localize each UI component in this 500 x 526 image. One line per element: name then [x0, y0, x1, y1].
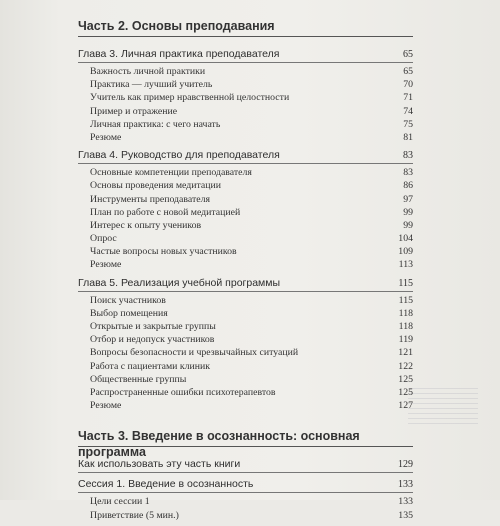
- toc-entry-title: Резюме: [90, 400, 122, 412]
- chapter-heading: [78, 477, 413, 493]
- toc-entry: [78, 307, 413, 320]
- toc-entry: [78, 78, 413, 91]
- toc-entry: [78, 373, 413, 386]
- toc-entry-title: План по работе с новой медитацией: [90, 206, 241, 218]
- toc-entry-page-number: 122: [398, 360, 413, 372]
- toc-entry-title: Открытые и закрытые группы: [90, 321, 216, 332]
- toc-entry-page-number: 135: [398, 509, 413, 521]
- chapter-title: Глава 3. Личная практика преподавателя: [78, 48, 280, 60]
- toc-entry: [78, 399, 413, 412]
- toc-entry-page-number: 118: [398, 307, 413, 319]
- toc-entry-page-number: 71: [403, 92, 413, 104]
- toc-entry-title: Работа с пациентами клиник: [90, 360, 210, 372]
- toc-entry: [78, 219, 413, 232]
- toc-entry-page-number: 83: [403, 167, 413, 179]
- toc-entry-title: Учитель как пример нравственной целостности: [90, 92, 290, 104]
- table-of-contents: [78, 10, 413, 526]
- chapter-page-number: 129: [398, 459, 413, 471]
- toc-entry: [78, 131, 413, 144]
- chapter-heading: [78, 457, 413, 473]
- toc-entry: [78, 509, 413, 522]
- toc-entry-title: Резюме: [90, 259, 122, 271]
- toc-entry-page-number: 125: [398, 386, 413, 398]
- chapter-block: [78, 276, 413, 413]
- toc-entry: [78, 386, 413, 399]
- chapter-heading: [78, 47, 413, 63]
- toc-entry: [78, 166, 413, 179]
- toc-entry: [78, 91, 413, 104]
- toc-entry: [78, 179, 413, 192]
- toc-entry-page-number: 99: [403, 219, 413, 231]
- toc-entry-title: Частые вопросы новых участников: [90, 246, 237, 258]
- toc-entry-title: Поиск участников: [90, 294, 166, 306]
- toc-entry-title: Опрос: [90, 233, 117, 245]
- chapter-title: Сессия 1. Введение в осознанность: [78, 478, 254, 491]
- toc-entry-page-number: 125: [398, 373, 413, 385]
- toc-entry-page-number: 97: [403, 193, 413, 205]
- toc-entry-page-number: 119: [398, 334, 413, 346]
- toc-entry-page-number: 115: [398, 294, 413, 306]
- toc-entry-title: Основы проведения медитации: [90, 180, 221, 192]
- toc-entry-title: Основные компетенции преподавателя: [90, 167, 252, 179]
- toc-entry: [78, 360, 413, 373]
- chapter-title: Как использовать эту часть книги: [78, 458, 241, 471]
- toc-entry-page-number: 74: [403, 105, 413, 117]
- toc-entry-page-number: 104: [398, 233, 413, 245]
- toc-entry-page-number: 99: [403, 206, 413, 218]
- chapter-heading: [78, 276, 413, 292]
- toc-entry-title: Интерес к опыту учеников: [90, 219, 202, 231]
- toc-entry-page-number: 75: [403, 118, 413, 130]
- toc-entry-page-number: 70: [403, 79, 413, 91]
- toc-entry-title: Выбор помещения: [90, 307, 168, 319]
- chapter-page-number: 115: [398, 277, 413, 289]
- toc-entry-title: Важность личной практики: [90, 66, 206, 77]
- toc-entry-page-number: 133: [398, 496, 413, 508]
- toc-entry-title: Цели сессии 1: [90, 496, 150, 508]
- toc-entry: [78, 258, 413, 271]
- chapter-page-number: 83: [403, 150, 413, 162]
- toc-entry: [78, 193, 413, 206]
- toc-entry: [78, 105, 413, 118]
- toc-entry: [78, 320, 413, 333]
- toc-entry-title: Резюме: [90, 131, 122, 143]
- toc-entry: [78, 206, 413, 219]
- chapter-title: Глава 5. Реализация учебной программы: [78, 276, 281, 289]
- chapter-block: [78, 47, 413, 144]
- show-through-text: [408, 388, 478, 428]
- chapter-page-number: 65: [403, 49, 413, 60]
- chapter-title: Глава 4. Руководство для преподавателя: [78, 149, 280, 162]
- chapter-heading: [78, 148, 413, 164]
- toc-entry: [78, 245, 413, 258]
- toc-entry-page-number: 127: [398, 400, 413, 412]
- toc-entry-title: Приветствие (5 мин.): [90, 509, 179, 521]
- part-heading: Часть 3. Введение в осознанность: основная программа: [78, 420, 413, 447]
- toc-entry-title: Личная практика: с чего начать: [90, 118, 221, 130]
- toc-entry-title: Инструменты преподавателя: [90, 193, 211, 205]
- toc-entry-page-number: 65: [403, 66, 413, 77]
- toc-entry-page-number: 81: [403, 131, 413, 143]
- toc-entry-title: Практика — лучший учитель: [90, 79, 213, 91]
- chapter-block: [78, 457, 413, 473]
- toc-entry: [78, 495, 413, 508]
- toc-entry: [78, 65, 413, 78]
- chapter-page-number: 133: [398, 479, 413, 491]
- toc-entry: [78, 346, 413, 359]
- toc-entry-title: Вопросы безопасности и чрезвычайных ситуаций: [90, 347, 299, 359]
- toc-entry: [78, 118, 413, 131]
- toc-entry-page-number: 109: [398, 246, 413, 258]
- toc-entry-page-number: 121: [398, 347, 413, 359]
- chapter-block: [78, 148, 413, 272]
- toc-entry-title: Общественные группы: [90, 373, 187, 385]
- part-heading: Часть 2. Основы преподавания: [78, 10, 413, 37]
- toc-entry-title: Распространенные ошибки психотерапевтов: [90, 386, 276, 398]
- toc-entry-page-number: 86: [403, 180, 413, 192]
- toc-entry: [78, 294, 413, 307]
- toc-entry-title: Пример и отражение: [90, 105, 178, 117]
- toc-entry-page-number: 113: [398, 259, 413, 271]
- toc-entry: [78, 333, 413, 346]
- toc-entry-page-number: 118: [398, 321, 413, 332]
- toc-entry: [78, 232, 413, 245]
- toc-entry-title: Отбор и недопуск участников: [90, 334, 215, 346]
